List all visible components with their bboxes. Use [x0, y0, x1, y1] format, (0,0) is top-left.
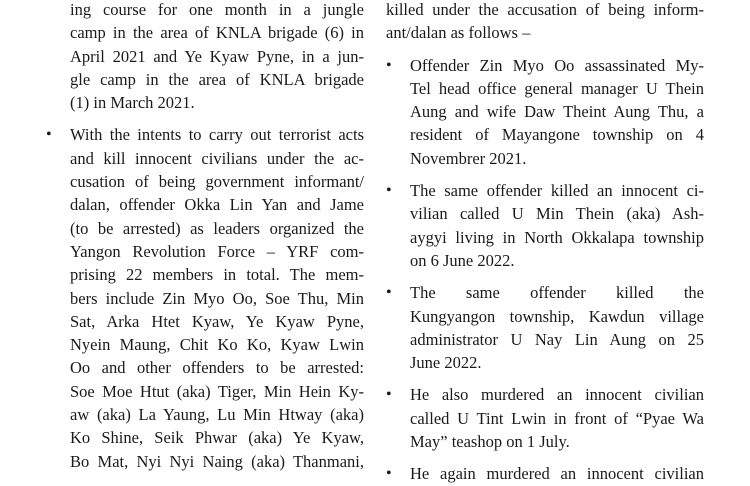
continuation-paragraph [46, 0, 364, 114]
text-line: Yangon Revolution Force – YRF com- [70, 241, 364, 261]
bullet-icon: • [386, 465, 392, 483]
text-line: He again murdered an innocent civilian [410, 464, 704, 484]
intro-paragraph [386, 0, 704, 45]
text-line: Novembrer 2021. [410, 148, 527, 168]
text-line: Kungyangon township, Kawdun village [410, 306, 704, 326]
text-line: vilian called U Min Thein (aka) Ash- [410, 204, 704, 224]
text-line: Ko Shine, Seik Phwar (aka) Ye Kyaw, [70, 428, 364, 448]
text-line: called U Tint Lwin in front of “Pyae Wa [410, 408, 704, 428]
text-line: resident of Mayangone township on 4 [410, 125, 704, 145]
right-column [386, 0, 704, 486]
bullet-icon: • [386, 182, 392, 200]
text-line: and kill innocent civilians under the ac- [70, 148, 364, 168]
text-line: Oo and other offenders to be arrested: [70, 358, 364, 378]
bullet-item [386, 462, 704, 485]
text-line: Nyein Maung, Chit Ko Ko, Kyaw Lwin [70, 335, 364, 355]
bullet-item [386, 383, 704, 453]
text-line: prising 22 members in total. The mem- [70, 265, 364, 285]
text-line: The same offender killed the [410, 283, 704, 303]
text-line: aw (aka) La Yaung, Lu Min Htway (aka) [70, 405, 364, 425]
left-column [46, 0, 364, 473]
text-line: Bo Mat, Nyi Nyi Naing (aka) Thanmani, [70, 451, 364, 471]
bullet-item [386, 179, 704, 272]
text-line: June 2022. [410, 353, 482, 373]
text-line: cusation of being government informant/ [70, 172, 364, 192]
bullet-item [386, 281, 704, 374]
text-line: gle camp in the area of KNLA brigade [70, 69, 364, 89]
bullet-item [46, 123, 364, 472]
text-line: May” teashop on 1 July. [410, 432, 570, 452]
text-line: aygyi living in North Okkalapa township [410, 227, 704, 247]
text-line: dalan, offender Okka Lin Yan and Jame [70, 195, 364, 215]
text-line: Sat, Arka Htet Kyaw, Ye Kyaw Pyne, [70, 311, 364, 331]
text-line: on 6 June 2022. [410, 250, 515, 270]
text-line: April 2021 and Ye Kyaw Pyne, in a jun- [70, 46, 364, 66]
bullet-icon: • [46, 126, 52, 144]
text-line: ing course for one month in a jungle [70, 0, 364, 19]
text-line: He also murdered an innocent civilian [410, 385, 704, 405]
text-line: Offender Zin Myo Oo assassinated My- [410, 55, 704, 75]
bullet-icon: • [386, 284, 392, 302]
text-line: The same offender killed an innocent ci- [410, 181, 704, 201]
text-line: Soe Moe Htut (aka) Tiger, Min Hein Ky- [70, 381, 364, 401]
text-line: bers include Zin Myo Oo, Soe Thu, Min [70, 288, 364, 308]
text-line: Aung and wife Daw Theint Aung Thu, a [410, 102, 704, 122]
bullet-icon: • [386, 386, 392, 404]
text-line: Tel head office general manager U Thein [410, 78, 704, 98]
text-line: administrator U Nay Lin Aung on 25 [410, 329, 704, 349]
bullet-icon: • [386, 56, 392, 74]
text-line: (to be arrested) as leaders organized the [70, 218, 364, 238]
text-line: (1) in March 2021. [70, 93, 195, 113]
text-line: camp in the area of KNLA brigade (6) in [70, 23, 364, 43]
text-line: ant/dalan as follows – [386, 23, 531, 43]
text-line: killed under the accusation of being inform- [386, 0, 704, 19]
bullet-item [386, 54, 704, 170]
text-line: With the intents to carry out terrorist acts [70, 125, 364, 145]
